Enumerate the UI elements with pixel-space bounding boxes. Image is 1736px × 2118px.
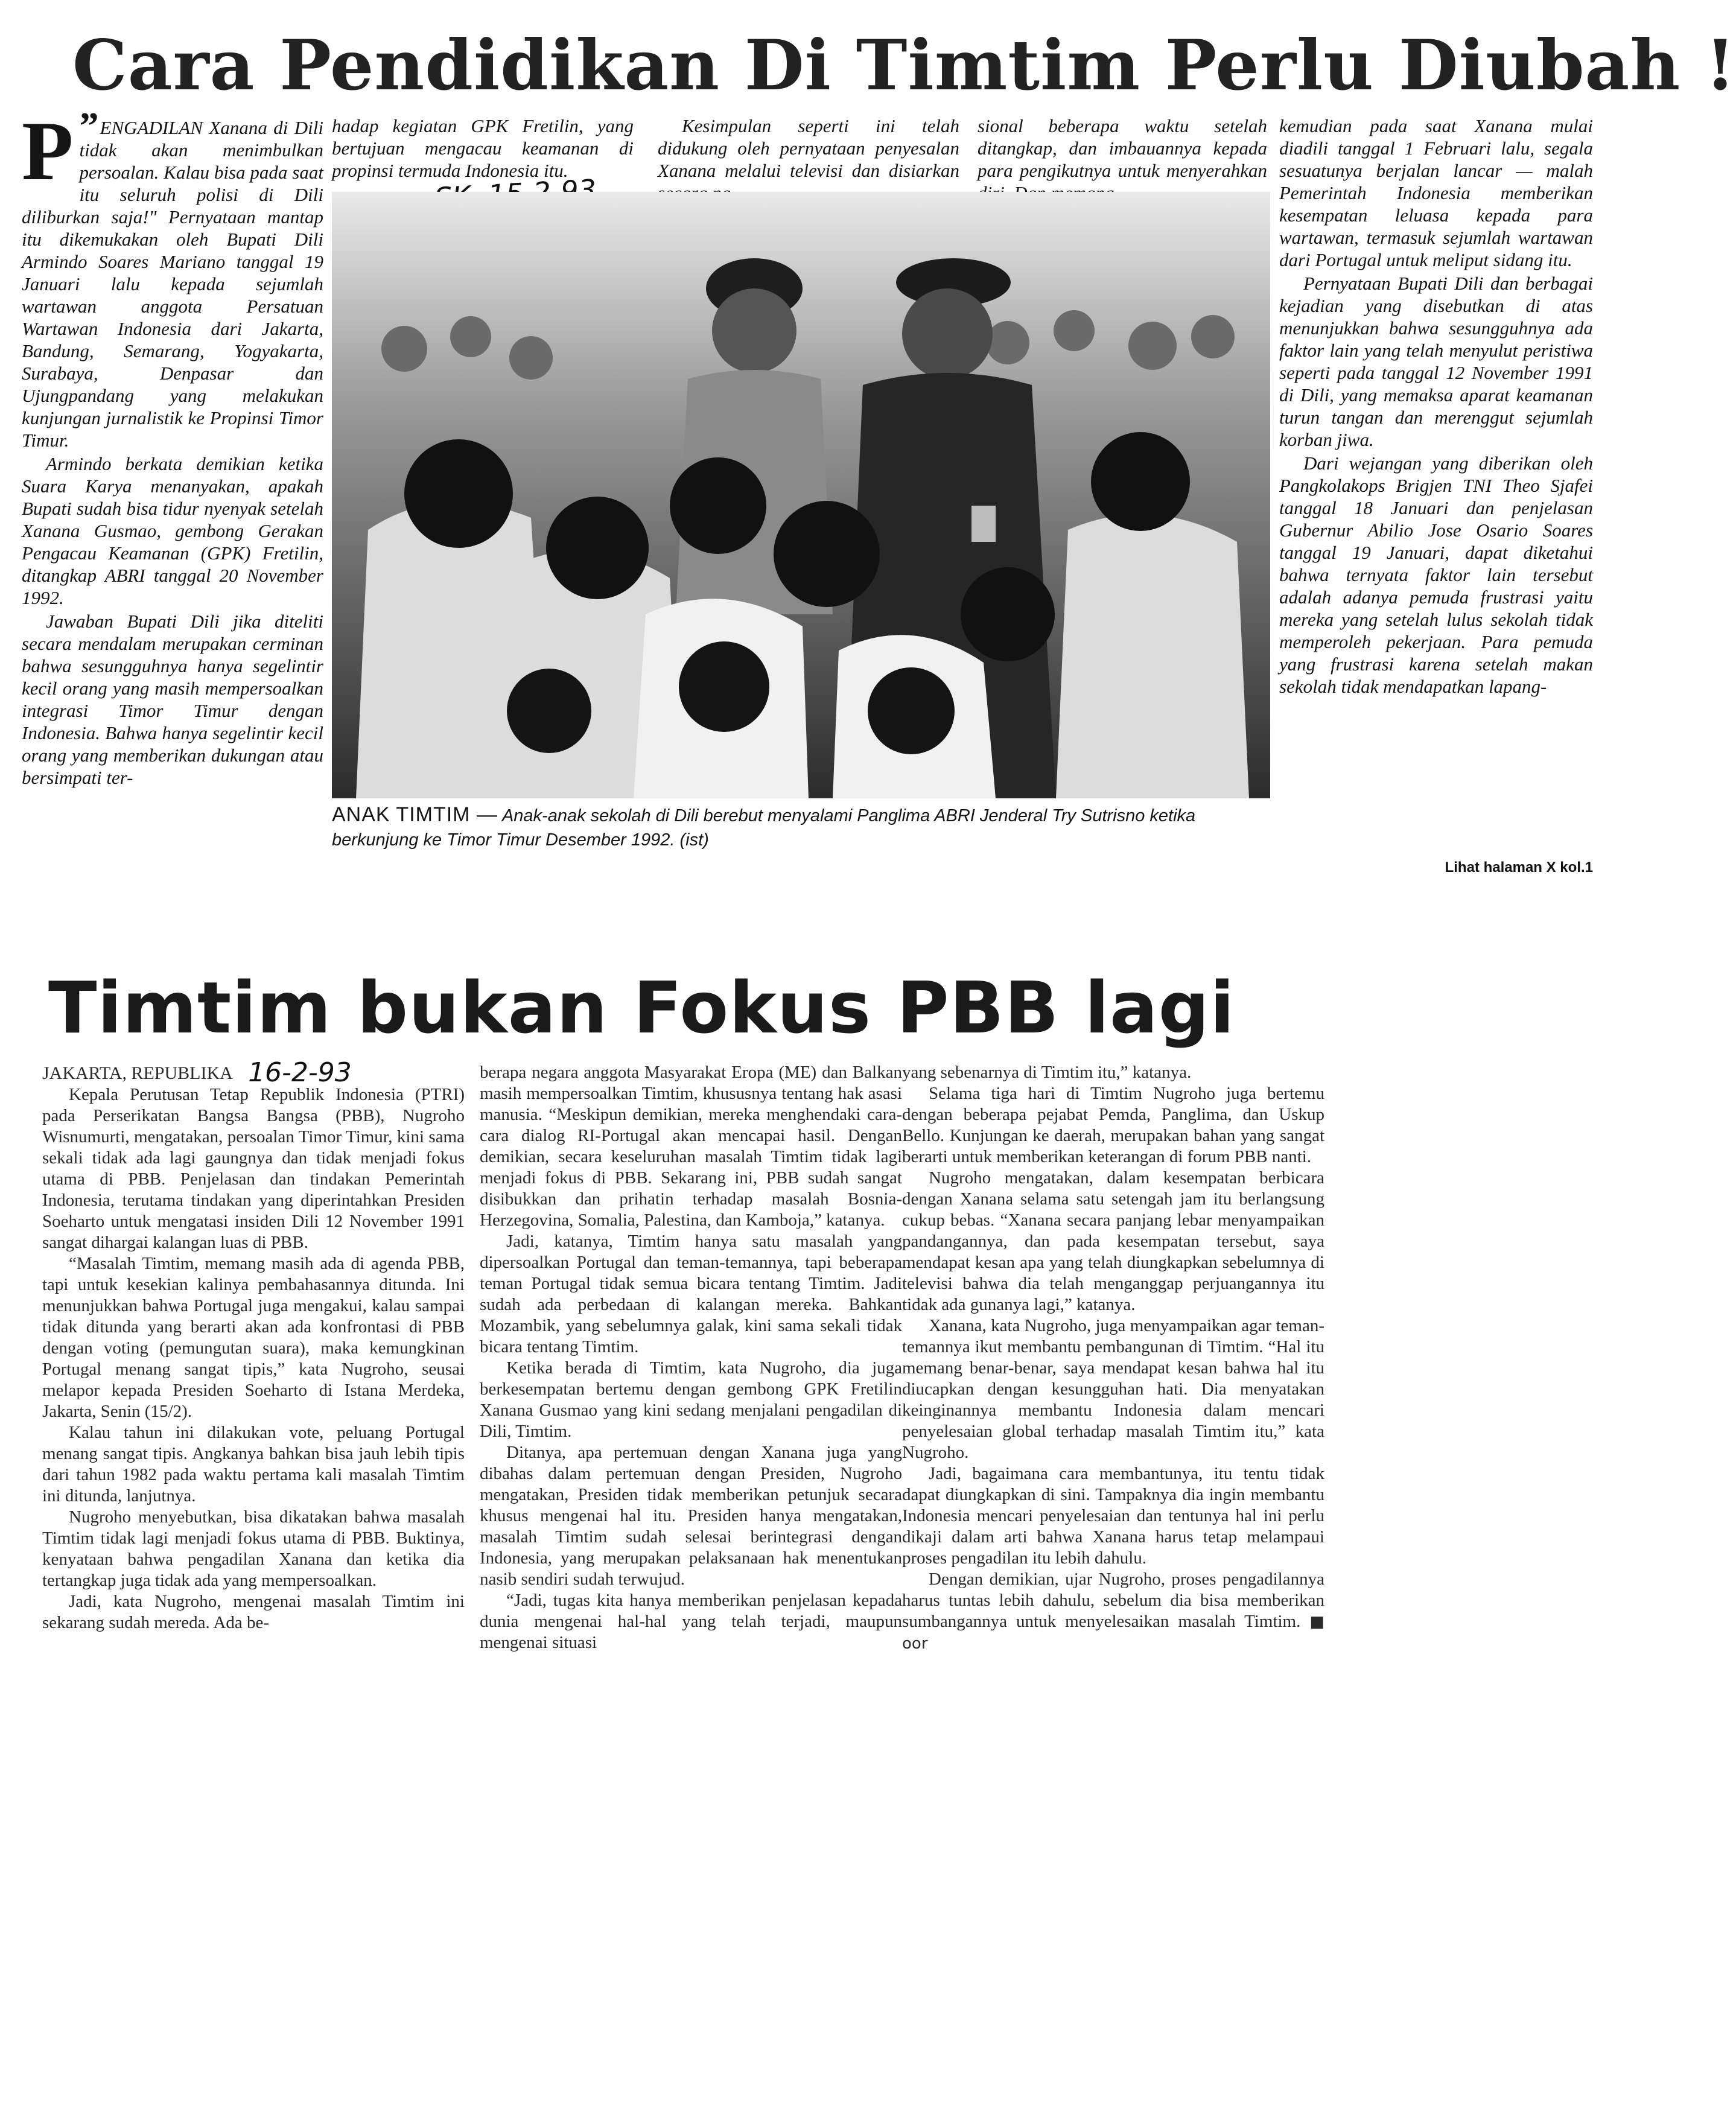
article2-col2-para: Jadi, katanya, Timtim hanya satu masalah yang dipersoalkan Portugal dan teman-temannya, tapi beberapa teman Portugal tidak semua bicara tentang Timtim. Jadi sudah ada perbedaan di kalangan mereka. Bahkan Mozambik, yang sebelumnya galak, kini sama sekali tidak bicara tentang Timtim. (480, 1232, 902, 1356)
photo-crowd-illustration (332, 192, 1270, 798)
continued-on-page-note: Lihat halaman X kol.1 (1445, 859, 1593, 876)
article2-col3-para: Nugroho mengatakan, dalam kesempatan berbicara dengan Xanana selama satu setengah jam itu berlangsung cukup bebas. “Xanana secara panjang lebar menyampaikan pandangannya, dan pada kesempatan tersebut, saya mendapat kesan apa yang telah diungkapkan sebelumnya di televisi bahwa dia telah menganggap perjuangannya itu tidak ada gunanya lagi,” katanya. (902, 1168, 1324, 1314)
article-timtim-bukan-fokus (0, 941, 1622, 1877)
article1-headline: Cara Pendidikan Di Timtim Perlu Diubah ! (72, 25, 1736, 106)
handwritten-date: 16-2-93 (248, 1057, 352, 1088)
article1-col5-para: Pernyataan Bupati Dili dan berbagai kejadian yang disebutkan di atas menunjukkan bahwa sesungguhnya ada faktor lain yang telah menyulut peristiwa seperti pada tanggal 12 November 1991 di Dili, yang memaksa aparat keamanan turun tangan dan merenggut sejumlah korban jiwa. (1279, 273, 1593, 450)
article2-final-para: Dengan demikian, ujar Nugroho, proses pengadilannya harus tuntas lebih dahulu, sebelum dia bisa memberikan sumbangannya untuk menyelesaikan masalah Timtim. (902, 1569, 1324, 1631)
article1-column-4 (978, 115, 1267, 187)
article2-col3-para: Jadi, bagaimana cara membantunya, itu tentu tidak dapat diungkapkan di sini. Tampaknya dia ingin membantu Indonesia mencari penyelesaian dan tentunya hal ini perlu dikaji dalam arti bahwa Xanana harus tetap melampaui proses pengadilan itu lebih dahulu. (902, 1464, 1324, 1568)
article1-column-5 (1279, 115, 1593, 872)
article2-col1-para: Kalau tahun ini dilakukan vote, peluang Portugal menang sangat tipis. Angkanya bahkan bisa jauh lebih tipis dari tahun 1982 pada waktu pertama kali masalah Timtim ini ditunda, lanjutnya. (42, 1423, 465, 1506)
caption-label: ANAK TIMTIM — (332, 803, 498, 826)
article2-col2-para: “Jadi, tugas kita hanya memberikan penjelasan kepada dunia mengenai hal-hal yang telah terjadi, maupun mengenai situasi (480, 1591, 902, 1652)
end-mark: ■ oor (902, 1613, 1324, 1653)
article2-col1-para: “Masalah Timtim, memang masih ada di agenda PBB, tapi untuk kesekian kalinya pembahasannya ditunda. Ini menunjukkan bahwa Portugal juga mengakui, kalau sampai tidak ditunda yang berarti akan ada konfrontasi di PBB dengan voting (pemungutan suara), maka kemungkinan Portugal menang sangat tipis,” kata Nugroho, seusai melapor kepada Presiden Soeharto di Istana Merdeka, Jakarta, Senin (15/2). (42, 1254, 465, 1421)
dateline: JAKARTA, REPUBLIKA (42, 1063, 233, 1083)
article2-col3-para: yang sebenarnya di Timtim itu,” katanya. (902, 1063, 1192, 1082)
article1-col1-para: Jawaban Bupati Dili jika diteliti secara mendalam merupakan cerminan bahwa sesungguhnya hanya segelintir kecil orang yang masih mempersoalkan integrasi Timor Timur dengan Indonesia. Bahwa hanya segelintir kecil orang yang memberikan dukungan atau bersimpati ter- (22, 611, 323, 788)
article2-col1-para: Jadi, kata Nugroho, mengenai masalah Timtim ini sekarang sudah mereda. Ada be- (42, 1592, 465, 1632)
article1-col2-para: hadap kegiatan GPK Fretilin, yang bertujuan mengacau keamanan di propinsi termuda Indonesia itu. (332, 115, 634, 181)
article2-col2-para: Ditanya, apa pertemuan dengan Xanana juga yang dibahas dalam pertemuan dengan Presiden, Nugroho mengatakan, Presiden tidak memberikan petunjuk secara khusus mengenai hal itu. Presiden hanya mengatakan, masalah Timtim sudah selesai berintegrasi dengan Indonesia, yang merupakan pelaksanaan hak menentukan nasib sendiri sudah terwujud. (480, 1443, 902, 1589)
article1-col5-para: kemudian pada saat Xanana mulai diadili tanggal 1 Februari lalu, segala sesuatunya berjalan lancar — malah Pemerintah Indonesia memberikan kesempatan leluasa kepada para wartawan, termasuk sejumlah wartawan dari Portugal untuk meliput sidang itu. (1279, 115, 1593, 270)
article2-col3-para: Selama tiga hari di Timtim Nugroho juga bertemu dengan beberapa pejabat Pemda, Panglima, dan Uskup Bello. Kunjungan ke daerah, merupakan bahan yang sangat berarti untuk memberikan keterangan di forum PBB nanti. (902, 1084, 1324, 1166)
photo-caption (332, 803, 1270, 863)
article1-col4-para: sional beberapa waktu setelah ditangkap, dan imbauannya kepada para pengikutnya untuk menyerahkan (978, 115, 1267, 181)
article2-col1-para: Kepala Perutusan Tetap Republik Indonesia (PTRI) pada Perserikatan Bangsa Bangsa (PBB), Nugroho Wisnumurti, mengatakan, persoalan Timor Timur, kini sama sekali tidak ada lagi gaungnya dan tidak menjadi fokus utama di PBB. Penjelasan dan tindakan Pemerintah Indonesia, terutama tindakan yang diperintahkan Presiden Soeharto untuk mengatasi insiden Dili 12 November 1991 sangat dihargai kalangan luas di PBB. (42, 1085, 465, 1252)
article1-col3-para: Kesimpulan seperti ini telah didukung oleh pernyataan penyesalan Xanana melalui televisi dan disiarkan (658, 115, 959, 181)
article1-column-3 (658, 115, 959, 187)
quote-mark: ” (79, 104, 99, 147)
article1-col1-para: Armindo berkata demikian ketika Suara Karya menanyakan, apakah Bupati sudah bisa tidur nyenyak setelah Xanana Gusmao, gembong Gerakan Pengacau Keamanan (GPK) Fretilin, ditangkap ABRI tanggal 20 November 1992. (22, 453, 323, 608)
article2-dateline-line (42, 1057, 465, 1088)
article2-column-1 (42, 1057, 465, 1865)
article2-col3-para (902, 1569, 1324, 1655)
news-photo (332, 192, 1270, 798)
article2-col1-para: Nugroho menyebutkan, bisa dikatakan bahwa masalah Timtim tidak lagi menjadi fokus utama di PBB. Buktinya, kenyataan bahwa pengadilan Xanana dan ketika dia tertangkap juga tidak ada yang mempersoalkan. (42, 1507, 465, 1590)
article2-column-3 (902, 1062, 1324, 1865)
article1-col1-lead (22, 104, 323, 451)
article1-col5-para: Dari wejangan yang diberikan oleh Pangkolakops Brigjen TNI Theo Sjafei tanggal 18 Januari dan penjelasan Gubernur Abilio Jose Osario Soares tanggal 19 Januari, dapat diketahui bahwa ternyata faktor lain tersebut adalah adanya pemuda frustrasi yaitu mereka yang setelah lulus sekolah tidak memperoleh pekerjaan. Para pemuda yang frustrasi karena setelah makan sekolah tidak mendapatkan lapang- (1279, 453, 1593, 697)
dropcap: P (22, 104, 74, 198)
article2-col2-para: berapa negara anggota Masyarakat Eropa (ME) dan Balkan masih mempersoalkan Timtim, khususnya tentang hak asasi manusia. “Meskipun demikian, mereka menghendaki cara-cara dialog RI-Portugal akan mencapai hasil. Dengan demikian, secara keseluruhan masalah Timtim tidak lagi menjadi fokus di PBB. Sekarang ini, PBB sudah sangat disibukkan dan prihatin terhadap masalah Bosnia-Herzegovina, Somalia, Palestina, dan Kamboja,” katanya. (480, 1063, 902, 1230)
article2-headline: Timtim bukan Fokus PBB lagi (48, 966, 1235, 1049)
article1-col1-para: ENGADILAN Xanana di Dili tidak akan menimbulkan persoalan. Kalau bisa pada saat itu seluruh polisi di Dili diliburkan saja!" Pernyataan mantap itu dikemukakan oleh Bupati Dili Armindo Soares Mariano tanggal 19 Januari lalu kepada sejumlah wartawan anggota Persatuan Wartawan Indonesia dari Jakarta, Bandung, Semarang, Yogyakarta, Surabaya, Denpasar dan Ujungpandang yang melakukan kunjungan jurnalistik ke Propinsi Timor Timur. (22, 117, 323, 451)
article2-col2-para: Ketika berada di Timtim, kata Nugroho, dia juga berkesempatan bertemu dengan gembong GPK Fretilin Xanana Gusmao yang kini sedang menjalani pengadilan di Dili, Timtim. (480, 1358, 902, 1441)
article2-column-2 (480, 1062, 902, 1865)
article1-column-1 (22, 104, 323, 872)
caption-text: Anak-anak sekolah di Dili berebut menyalami Panglima ABRI Jenderal Try Sutrisno ketika berkunjung ke Timor Timur Desember 1992. (ist) (332, 806, 1196, 850)
article2-col3-para: Xanana, kata Nugroho, juga menyampaikan agar teman-temannya ikut membantu pembangunan di Timtim. “Hal itu memang benar-benar, saya mendapat kesan bahwa hal itu diucapkan dengan kesungguhan hati. Dia menyatakan keinginannya membantu Indonesia dalam mencari penyelesaian global terhadap masalah Timtim itu,” kata Nugroho. (902, 1316, 1324, 1462)
article-cara-pendidikan (0, 0, 1736, 893)
